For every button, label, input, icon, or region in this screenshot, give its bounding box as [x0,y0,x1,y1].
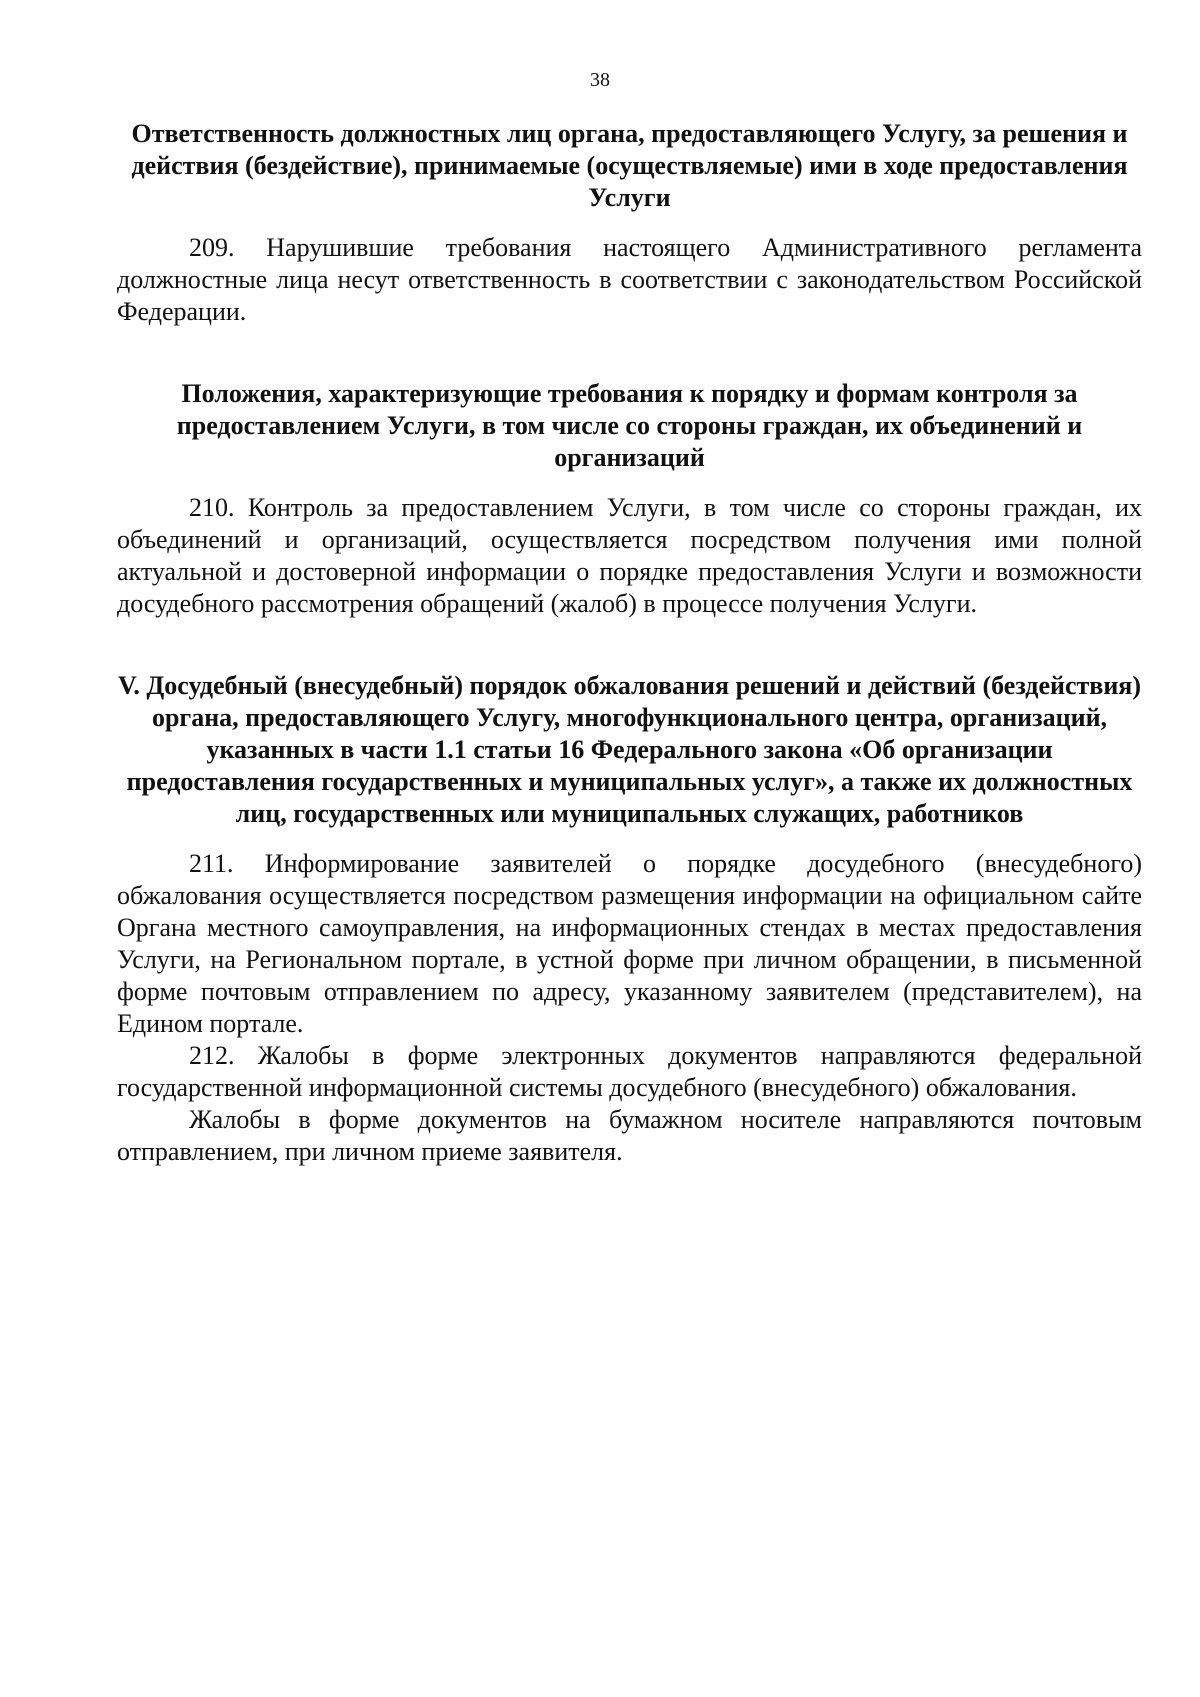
paragraph-211: 211. Информирование заявителей о порядке досудебного (внесудебного) обжалования осуществляется посредством размещения информации на официальном сайте Органа местного самоуправления, на информационных стендах в местах предоставления Услуги, на Региональном портале, в устной форме при личном обращении, в письменной форме почтовым отправлением по адресу, указанному заявителем (представителем), на Едином портале. [117,849,1142,1038]
section-responsibility [117,118,1142,328]
paragraph-212-continued: Жалобы в форме документов на бумажном носителе направляются почтовым отправлением, при личном приеме заявителя. [117,1105,1142,1166]
section-heading: V. Досудебный (внесудебный) порядок обжалования решений и действий (бездействия) органа, предоставляющего Услугу, многофункционального центра, организаций, указанных в части 1.1 статьи 16 Федерального закона «Об организации предоставления государственных и муниципальных услуг», а также их должностных лиц, государственных или муниципальных служащих, работников [117,671,1142,828]
page-number: 38 [590,69,610,91]
section-control [117,378,1142,620]
section-heading: Положения, характеризующие требования к порядку и формам контроля за предоставлением Услуги, в том числе со стороны граждан, их объединений и организаций [176,379,1083,472]
document-body [117,118,1142,1168]
paragraph-212: 212. Жалобы в форме электронных документов направляются федеральной государственной информационной системы досудебного (внесудебного) обжалования. [117,1041,1142,1102]
section-heading: Ответственность должностных лиц органа, предоставляющего Услугу, за решения и действия (бездействие), принимаемые (осуществляемые) ими в ходе предоставления Услуги [131,119,1128,212]
paragraph-210: 210. Контроль за предоставлением Услуги, в том числе со стороны граждан, их объединений и организаций, осуществляется посредством получения ими полной актуальной и достоверной информации о порядке предоставления Услуги и возможности досудебного рассмотрения обращений (жалоб) в процессе получения Услуги. [117,493,1142,618]
paragraph-209: 209. Нарушившие требования настоящего Административного регламента должностные лица несут ответственность в соответствии с законодательством Российской Федерации. [117,233,1142,326]
section-appeal [117,670,1142,1168]
